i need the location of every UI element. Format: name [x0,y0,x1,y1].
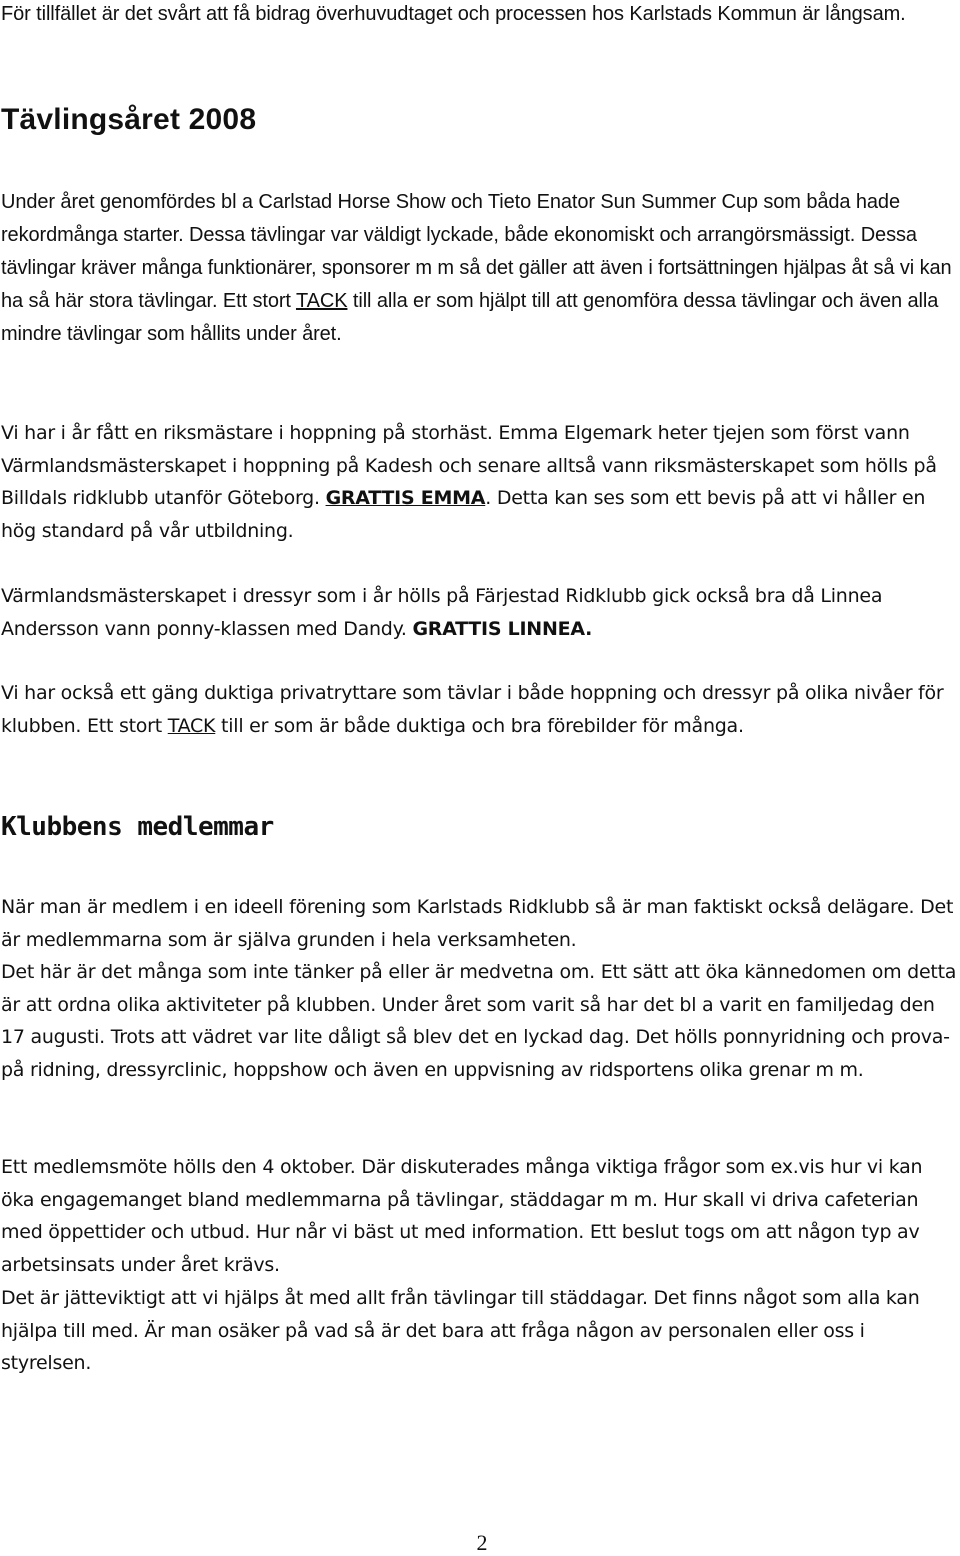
tack-emphasis: TACK [295,290,348,312]
text: För tillfället är det svårt att få bidrag överhuvudtaget och processen hos Karlstads Kommun är långsam. [1,3,906,25]
text: När man är medlem i en ideell förening som Karlstads Ridklubb så är man faktiskt också delägare. Det är medlemmarna som är själva grunden i hela verksamheten. [1,896,954,951]
paragraph-intro [1,0,959,31]
text: Det här är det många som inte tänker på eller är medvetna om. Ett sätt att öka kännedomen om detta är att ordna olika aktiviteter på klubben. Under året som varit så har det bl a varit en familjedag den 17 augusti. Trots att vädret var lite dåligt så blev det en lyckad dag. Det hölls ponnyridning och prova-på ridning, dressyrclinic, hoppshow och även en uppvisning av ridsportens olika grenar m m. [1,961,957,1082]
tack-emphasis: TACK [167,714,216,737]
text: Vi har i år fått en riksmästare i hoppning på storhäst. Emma Elgemark heter tjejen som först vann Värmlandsmästerskapet i hoppning på Kadesh och senare alltså vann riksmästerskapet som hölls på Billdals ridklubb utanför Göteborg. [1,422,937,510]
paragraph-tavlingsaret [1,186,959,351]
heading-klubbens-medlemmar: Klubbens medlemmar [1,812,274,842]
grattis-linnea-emphasis: GRATTIS LINNEA. [412,617,593,640]
paragraph-medlemmar-2 [1,956,959,1087]
paragraph-riksmastare [1,417,959,548]
text: Ett medlemsmöte hölls den 4 oktober. Där diskuterades många viktiga frågor som ex.vis hur vi kan öka engagemanget bland medlemmarna på tävlingar, städdagar m m. Hur skall vi driva cafeterian med öppettider och utbud. Hur når vi bäst ut med information. Ett beslut togs om att någon typ av arbetsinsats under året krävs. [1,1156,923,1277]
text: Det är jätteviktigt att vi hjälps åt med allt från tävlingar till städdagar. Det finns något som alla kan hjälpa till med. Är man osäker på vad så är det bara att fråga någon av personalen eller oss i styrelsen. [1,1287,920,1375]
page-number: 2 [476,1530,488,1555]
heading-tavlingsaret: Tävlingsåret 2008 [1,103,257,136]
paragraph-privatryttare [1,677,959,742]
text: Under året genomfördes bl a Carlstad Horse Show och Tieto Enator Sun Summer Cup som båda hade rekordmånga starter. Dessa tävlingar var väldigt lyckade, både ekonomiskt och arrangörsmässigt. Dessa tävlingar kräver många funktionärer, sponsorer m m så det gäller att även i fortsättningen hjälpas åt så vi kan ha så här stora tävlingar. Ett stort [1,191,952,312]
text: . Detta kan ses som ett bevis på att vi håller en hög standard på vår utbildning. [1,487,926,543]
text: till alla er som hjälpt till att genomföra dessa tävlingar och även alla mindre tävlingar som hållits under året. [1,290,939,345]
paragraph-medlemsmote [1,1151,959,1282]
text: Värmlandsmästerskapet i dressyr som i år hölls på Färjestad Ridklubb gick också bra då Linnea Andersson vann ponny-klassen med Dandy. [1,585,883,640]
paragraph-medlemmar-1 [1,891,959,956]
grattis-emma-emphasis: GRATTIS EMMA [325,487,486,510]
text: Vi har också ett gäng duktiga privatryttare som tävlar i både hoppning och dressyr på olika nivåer för klubben. Ett stort [1,682,944,737]
text: till er som är både duktiga och bra förebilder för många. [215,714,744,737]
paragraph-varmlandsmasterskap [1,580,959,645]
paragraph-hjalp [1,1282,959,1380]
